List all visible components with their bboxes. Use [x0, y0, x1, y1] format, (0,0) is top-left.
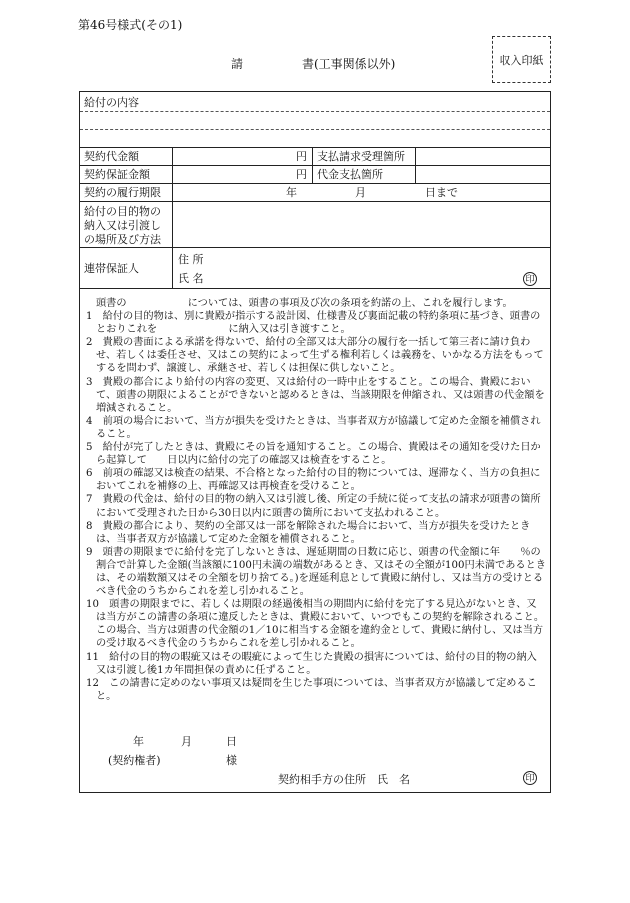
- clause-2: 2 貴殿の書面による承諾を得ないで、給付の全部又は大部分の履行を一括して第三者に請け負わせ、若しくは委任させ、又はこの契約によって生ずる権利若しくは義務を、いかなる方法をもってするを問わず、譲渡し、承継させ、若しくは担保に供しないこと。: [86, 337, 544, 375]
- delivery-place-label-line1: 給付の目的物の: [84, 205, 161, 218]
- clause-4: 4 前項の場合において、当方が損失を受けたときは、当事者双方が協議して定めた金額を補償されること。: [86, 415, 541, 440]
- guarantor-label: 連帯保証人: [84, 262, 139, 275]
- payment-place-label: 代金支払箇所: [317, 168, 383, 181]
- clause-6: 6 前項の確認又は検査の結果、不合格となった給付の目的物については、遅滞なく、当方の負担においてこれを補修の上、再確認又は再検査を受けること。: [86, 468, 541, 493]
- delivery-place-label-line2: 納入又は引渡し: [84, 219, 161, 232]
- clause-5: 5 給付が完了したときは、貴殿にその旨を通知すること。この場合、貴殿はその通知を受けた日から起算して 日以内に給付の完了の確認又は検査をすること。: [86, 442, 541, 467]
- revenue-stamp-label: 収入印紙: [499, 53, 544, 67]
- revenue-stamp-box: [492, 36, 551, 83]
- row-divider: [80, 247, 550, 248]
- guarantor-name-label: 氏 名: [178, 272, 204, 285]
- document-title: 書(工事関係以外): [302, 57, 396, 71]
- honorific: 様: [226, 754, 237, 767]
- clause-10: 10 頭書の期限までに、若しくは期限の経過後相当の期間内に給付を完了する見込がないとき、又は当方がこの請書の条項に違反したときは、貴殿において、いつでもこの契約を解除されること。この場合、当方は頭書の代金額の1／10に相当する金額を違約金として、貴殿に納付し、又は当方の受け取るべき代金のうちからこれを差し引かれること。: [86, 599, 545, 650]
- clause-1: 1 給付の目的物は、別に貴殿が指示する設計図、仕様書及び裏面記載の特約条項に基づき、頭書のとおりこれを に納入又は引き渡すこと。: [86, 311, 541, 336]
- counterparty-seal-icon: 印: [523, 771, 537, 785]
- row-divider: [80, 201, 550, 202]
- guarantor-address-label: 住 所: [178, 253, 204, 266]
- guarantee-amount-unit: 円: [296, 168, 307, 181]
- clause-3: 3 貴殿の都合により給付の内容の変更、又は給付の一時中止をすること。この場合、貴殿において、頭書の期限によることができないと認めるときは、当該期限を伸縮され、又は頭書の代金額を増減されること。: [86, 376, 545, 414]
- clause-7: 7 貴殿の代金は、給付の目的物の納入又は引渡し後、所定の手続に従って支払の請求が頭書の箇所において受理された日から30日以内に頭書の箇所において支払われること。: [86, 494, 541, 519]
- label-column-divider: [172, 147, 173, 288]
- clause-11: 11 給付の目的物の暇疵又はその暇疵によって生じた貴殿の損害については、給付の目的物の納入又は引渡し後1カ年間担保の責めに任ずること。: [86, 651, 537, 676]
- clause-12: 12 この請書に定めのない事項又は疑問を生じた事項については、当事者双方が協議して定めること。: [86, 677, 537, 702]
- form-number: 第46号様式(その1): [78, 18, 183, 32]
- contract-authority: (契約権者): [108, 754, 161, 767]
- performance-period-label: 契約の履行期限: [84, 186, 161, 199]
- guarantee-amount-label: 契約保証金額: [84, 168, 150, 181]
- clause-8: 8 貴殿の都合により、契約の全部又は一部を解除された場合において、当方が損失を受けたときは、当事者双方が協議して定めた金額を補償されること。: [86, 520, 531, 545]
- contract-amount-unit: 円: [296, 150, 307, 163]
- period-month: 月: [355, 186, 366, 199]
- document-title-first-char: 請: [231, 57, 244, 71]
- contract-amount-label: 契約代金額: [84, 150, 139, 163]
- sign-year: 年: [133, 735, 144, 748]
- row-divider: [80, 288, 550, 289]
- terms-intro: 頭書の については、頭書の事項及び次の条項を約諾の上、これを履行します。: [96, 298, 513, 309]
- payment-office-label: 支払請求受理箇所: [317, 150, 405, 163]
- guarantor-seal-icon: 印: [523, 272, 537, 286]
- dashed-divider: [80, 111, 550, 112]
- dashed-divider: [80, 129, 550, 130]
- clause-9: 9 頭書の期限までに給付を完了しないときは、遅延期間の日数に応じ、頭書の代金額に年 ％の割合で計算した金額(当該額に100円未満の端数があるとき、又はその全額が100円未満であるときは、その端数額又はその全額を切り捨てる。)を遅延利息として貴殿に納付し、又は当方の受けとるべき代金のうちからこれを差し引かれること。: [86, 546, 546, 598]
- period-year: 年: [286, 186, 297, 199]
- delivery-place-label-line3: の場所及び方法: [84, 233, 161, 246]
- row-divider: [80, 183, 550, 184]
- office-column-divider: [415, 147, 416, 183]
- delivery-content-label: 給付の内容: [84, 96, 139, 109]
- amount-column-divider: [312, 147, 313, 183]
- counterparty-address-name: 契約相手方の住所 氏 名: [278, 773, 410, 786]
- row-divider: [80, 147, 550, 148]
- sign-month: 月: [181, 735, 192, 748]
- terms-body: [86, 297, 546, 703]
- row-divider: [80, 165, 550, 166]
- period-day-until: 日まで: [425, 186, 458, 199]
- sign-day: 日: [226, 735, 237, 748]
